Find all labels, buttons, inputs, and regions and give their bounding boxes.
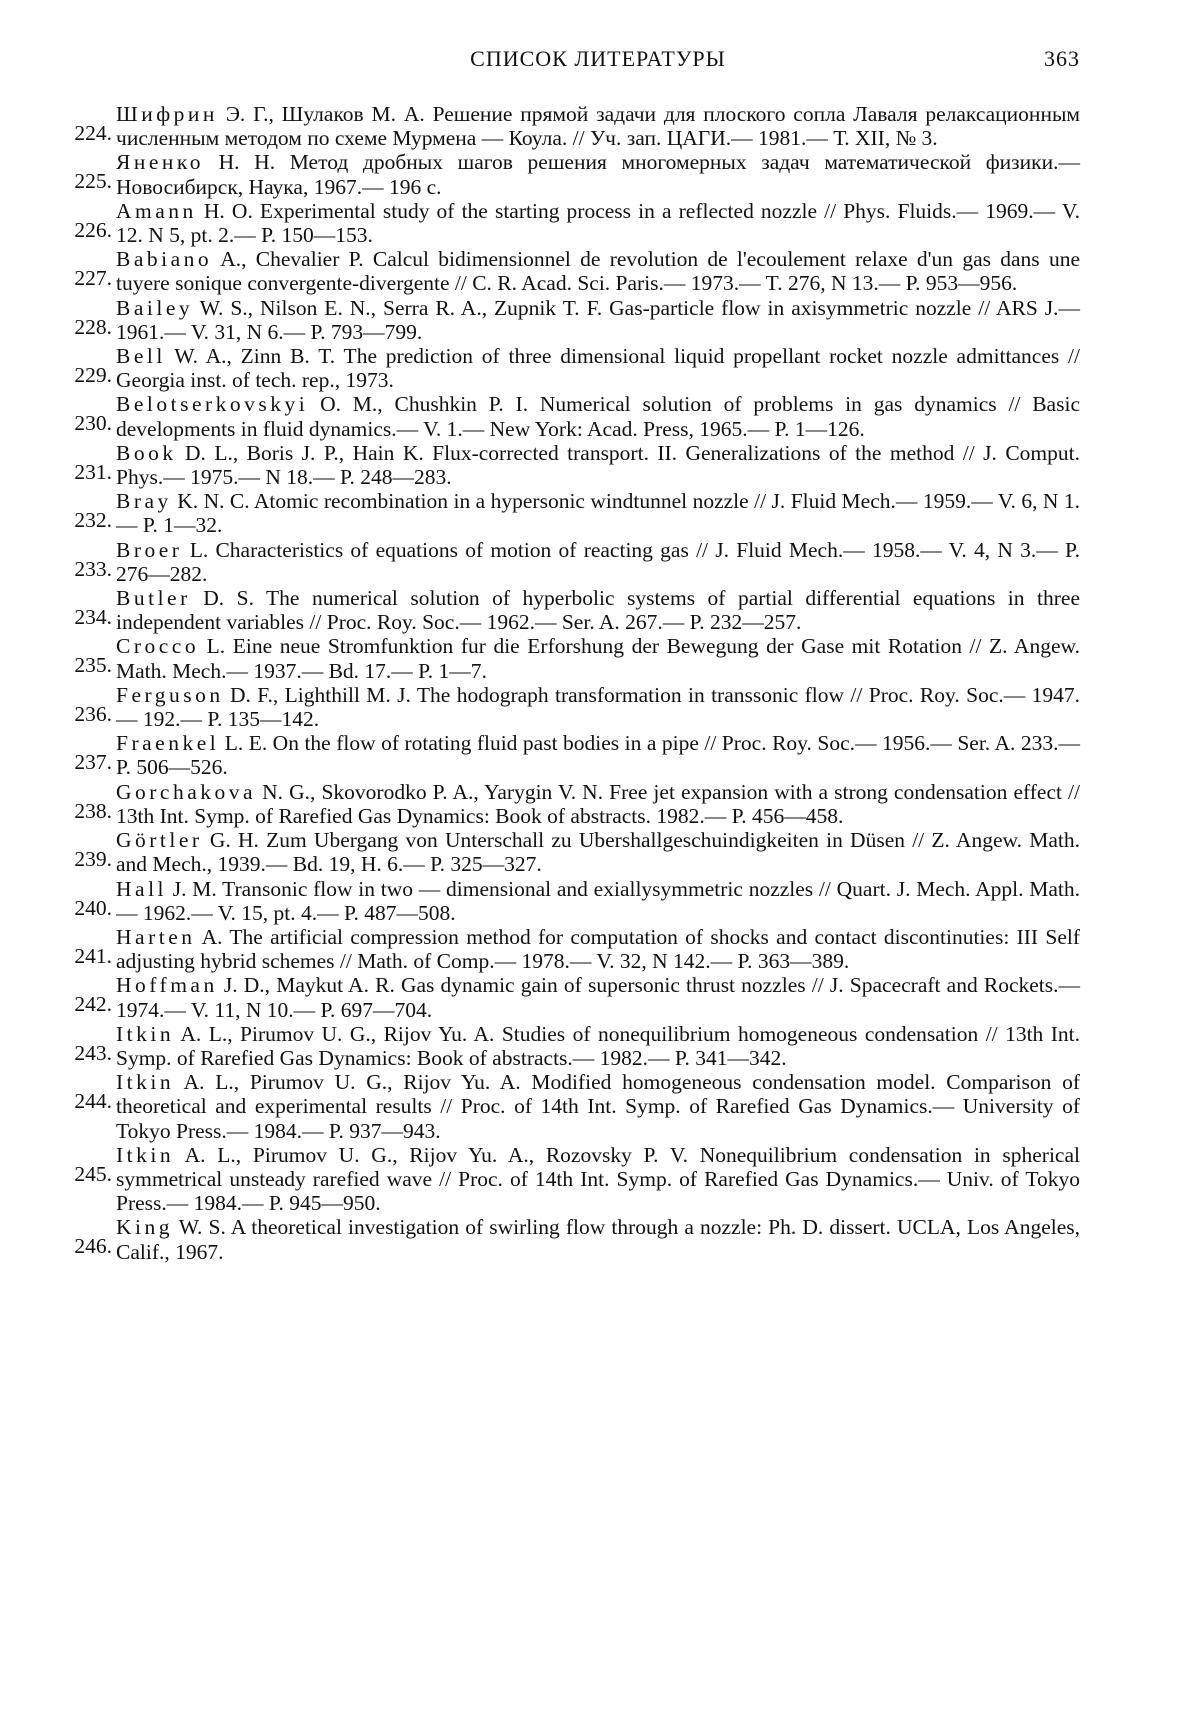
reference-text: W. S. A theoretical investigation of swirling flow through a nozzle: Ph. D. dissert. UCLA, Los Angeles, Calif., 1967. <box>116 1215 1080 1264</box>
reference-entry <box>74 489 1080 538</box>
reference-entry <box>74 537 1080 586</box>
reference-number: 232. <box>74 508 112 533</box>
reference-number: 234. <box>74 605 112 630</box>
reference-text: A. L., Pirumov U. G., Rijov Yu. A. Modified homogeneous condensation model. Comparison of theoretical and experimental results // Proc. of 14th Int. Symp. of Rarefied Gas Dynamics.— University of Tokyo Press.— 1984.— P. 937—943. <box>116 1070 1080 1143</box>
reference-number: 231. <box>74 459 112 484</box>
reference-number: 236. <box>74 701 112 726</box>
reference-number: 233. <box>74 556 112 581</box>
reference-number: 241. <box>74 943 112 968</box>
reference-entry <box>74 924 1080 974</box>
reference-text: J. D., Maykut A. R. Gas dynamic gain of supersonic thrust nozzles // J. Spacecraft and Rockets.— 1974.— V. 11, N 10.— P. 697—704. <box>116 973 1080 1022</box>
reference-first-author: Amann <box>116 198 197 223</box>
reference-text: J. M. Transonic flow in two — dimensional and exiallysymmetric nozzles // Quart. J. Mech. Appl. Math.— 1962.— V. 15, pt. 4.— P. 487—508. <box>116 876 1080 925</box>
reference-text: G. H. Zum Ubergang von Unterschall zu Ubershallgeschuindigkeiten in Düsen // Z. Angew. Math. and Mech., 1939.— Bd. 19, H. 6.— P. 325—327. <box>116 828 1080 877</box>
reference-text: N. G., Skovorodko P. A., Yarygin V. N. Free jet expansion with a strong condensation effect // 13th Int. Symp. of Rarefied Gas Dynamics: Book of abstracts. 1982.— P. 456—458. <box>116 779 1080 828</box>
reference-first-author: Book <box>116 440 177 465</box>
reference-text: L. Eine neue Stromfunktion fur die Erforshung der Bewegung der Gase mit Rotation // Z. Angew. Math. Mech.— 1937.— Bd. 17.— P. 1—7. <box>116 634 1080 683</box>
reference-entry <box>74 586 1080 635</box>
reference-entry <box>74 634 1080 683</box>
page-number: 363 <box>1044 46 1080 71</box>
reference-entry <box>74 973 1080 1022</box>
page-title: СПИСОК ЛИТЕРАТУРЫ <box>470 46 726 71</box>
reference-entry <box>74 150 1080 199</box>
reference-number: 230. <box>74 411 112 436</box>
reference-entry <box>74 102 1080 151</box>
reference-entry <box>74 1070 1080 1143</box>
reference-number: 227. <box>74 266 112 291</box>
reference-number: 229. <box>74 363 112 388</box>
reference-number: 244. <box>74 1089 112 1114</box>
reference-number: 243. <box>74 1040 112 1065</box>
reference-text: D. L., Boris J. P., Hain K. Flux-corrected transport. II. Generalizations of the method // J. Comput. Phys.— 1975.— N 18.— P. 248—283. <box>116 440 1080 490</box>
reference-text: L. Characteristics of equations of motion of reacting gas // J. Fluid Mech.— 1958.— V. 4, N 3.— P. 276—282. <box>116 537 1080 586</box>
reference-entry <box>74 392 1080 441</box>
reference-entry <box>74 1142 1080 1216</box>
reference-first-author: Broer <box>116 537 183 562</box>
reference-entry <box>74 440 1080 490</box>
reference-number: 235. <box>74 653 112 678</box>
reference-first-author: Butler <box>116 586 191 611</box>
reference-number: 237. <box>74 750 112 775</box>
reference-first-author: Itkin <box>116 1070 175 1095</box>
reference-text: A. L., Pirumov U. G., Rijov Yu. A., Rozovsky P. V. Nonequilibrium condensation in spherical symmetrical unsteady rarefied wave // Proc. of 14th Int. Symp. of Rarefied Gas Dynamics.— Univ. of Tokyo Press.— 1984.— P. 945—950. <box>116 1142 1080 1216</box>
reference-number: 224. <box>74 121 112 145</box>
reference-text: K. N. C. Atomic recombination in a hypersonic windtunnel nozzle // J. Fluid Mech.— 1959.— V. 6, N 1.— P. 1—32. <box>116 489 1080 538</box>
reference-entry <box>74 1021 1080 1070</box>
reference-entry <box>74 1215 1080 1264</box>
reference-first-author: Ferguson <box>116 682 224 707</box>
reference-entry <box>74 779 1080 828</box>
reference-first-author: Fraenkel <box>116 731 220 756</box>
reference-text: W. S., Nilson E. N., Serra R. A., Zupnik T. F. Gas-particle flow in axisymmetric nozzle // ARS J.— 1961.— V. 31, N 6.— P. 793—799. <box>116 295 1080 344</box>
reference-first-author: Hall <box>116 876 168 901</box>
reference-number: 225. <box>74 169 112 194</box>
reference-first-author: Яненко <box>116 150 204 175</box>
reference-first-author: Hoffman <box>116 973 218 998</box>
reference-entry <box>74 876 1080 925</box>
reference-number: 238. <box>74 798 112 823</box>
reference-number: 242. <box>74 992 112 1017</box>
reference-entry <box>74 198 1080 248</box>
reference-first-author: King <box>116 1215 173 1240</box>
reference-first-author: Babiano <box>116 247 213 272</box>
reference-number: 228. <box>74 314 112 339</box>
reference-first-author: Görtler <box>116 828 203 853</box>
reference-text: D. F., Lighthill M. J. The hodograph transformation in transsonic flow // Proc. Roy. Soc.— 1947.— 192.— P. 135—142. <box>116 682 1080 732</box>
reference-text: A. The artificial compression method for computation of shocks and contact discontinuties: III Self adjusting hybrid schemes // Math. of Comp.— 1978.— V. 32, N 142.— P. 363—389. <box>116 924 1080 974</box>
reference-first-author: Gorchakova <box>116 779 257 804</box>
reference-text: D. S. The numerical solution of hyperbolic systems of partial differential equations in three independent variables // Proc. Roy. Soc.— 1962.— Ser. A. 267.— P. 232—257. <box>116 586 1080 635</box>
reference-first-author: Harten <box>116 924 196 949</box>
reference-number: 245. <box>74 1161 112 1186</box>
running-head <box>116 46 1080 82</box>
reference-text: Э. Г., Шулаков М. А. Решение прямой задачи для плоского сопла Лаваля релаксационным численным методом по схеме Мурмена — Коула. // Уч. зап. ЦАГИ.— 1981.— Т. XII, № 3. <box>116 102 1080 151</box>
reference-entry <box>74 247 1080 296</box>
reference-text: A., Chevalier P. Calcul bidimensionnel de revolution de l'ecoulement relaxe d'un gas dans une tuyere sonique convergente-divergente // C. R. Acad. Sci. Paris.— 1973.— T. 276, N 13.— P. 953—956. <box>116 247 1080 296</box>
reference-list <box>74 102 1080 1264</box>
reference-first-author: Itkin <box>116 1021 175 1046</box>
reference-text: H. O. Experimental study of the starting process in a reflected nozzle // Phys. Fluids.— 1969.— V. 12. N 5, pt. 2.— P. 150—153. <box>116 198 1080 248</box>
reference-text: Н. Н. Метод дробных шагов решения многомерных задач математической физики.— Новосибирск, Наука, 1967.— 196 с. <box>116 150 1080 199</box>
reference-number: 226. <box>74 217 112 242</box>
reference-entry <box>74 682 1080 732</box>
reference-entry <box>74 731 1080 780</box>
reference-text: O. M., Chushkin P. I. Numerical solution of problems in gas dynamics // Basic developments in fluid dynamics.— V. 1.— New York: Acad. Press, 1965.— P. 1—126. <box>116 392 1080 441</box>
reference-entry <box>74 828 1080 877</box>
reference-number: 246. <box>74 1234 112 1259</box>
reference-first-author: Belotserkovskyi <box>116 392 309 417</box>
reference-text: A. L., Pirumov U. G., Rijov Yu. A. Studies of nonequilibrium homogeneous condensation // 13th Int. Symp. of Rarefied Gas Dynamics: Book of abstracts.— 1982.— P. 341—342. <box>116 1021 1080 1070</box>
reference-first-author: Itkin <box>116 1142 175 1167</box>
reference-first-author: Bell <box>116 344 166 369</box>
reference-first-author: Шифрин <box>116 102 218 126</box>
reference-number: 239. <box>74 847 112 872</box>
reference-first-author: Crocco <box>116 634 200 659</box>
reference-number: 240. <box>74 895 112 920</box>
reference-first-author: Bray <box>116 489 172 514</box>
reference-text: L. E. On the flow of rotating fluid past bodies in a pipe // Proc. Roy. Soc.— 1956.— Ser. A. 233.— P. 506—526. <box>116 731 1080 780</box>
reference-first-author: Bailey <box>116 295 194 320</box>
reference-entry <box>74 295 1080 344</box>
reference-entry <box>74 344 1080 393</box>
reference-text: W. A., Zinn B. T. The prediction of three dimensional liquid propellant rocket nozzle admittances // Georgia inst. of tech. rep., 1973. <box>116 344 1080 393</box>
